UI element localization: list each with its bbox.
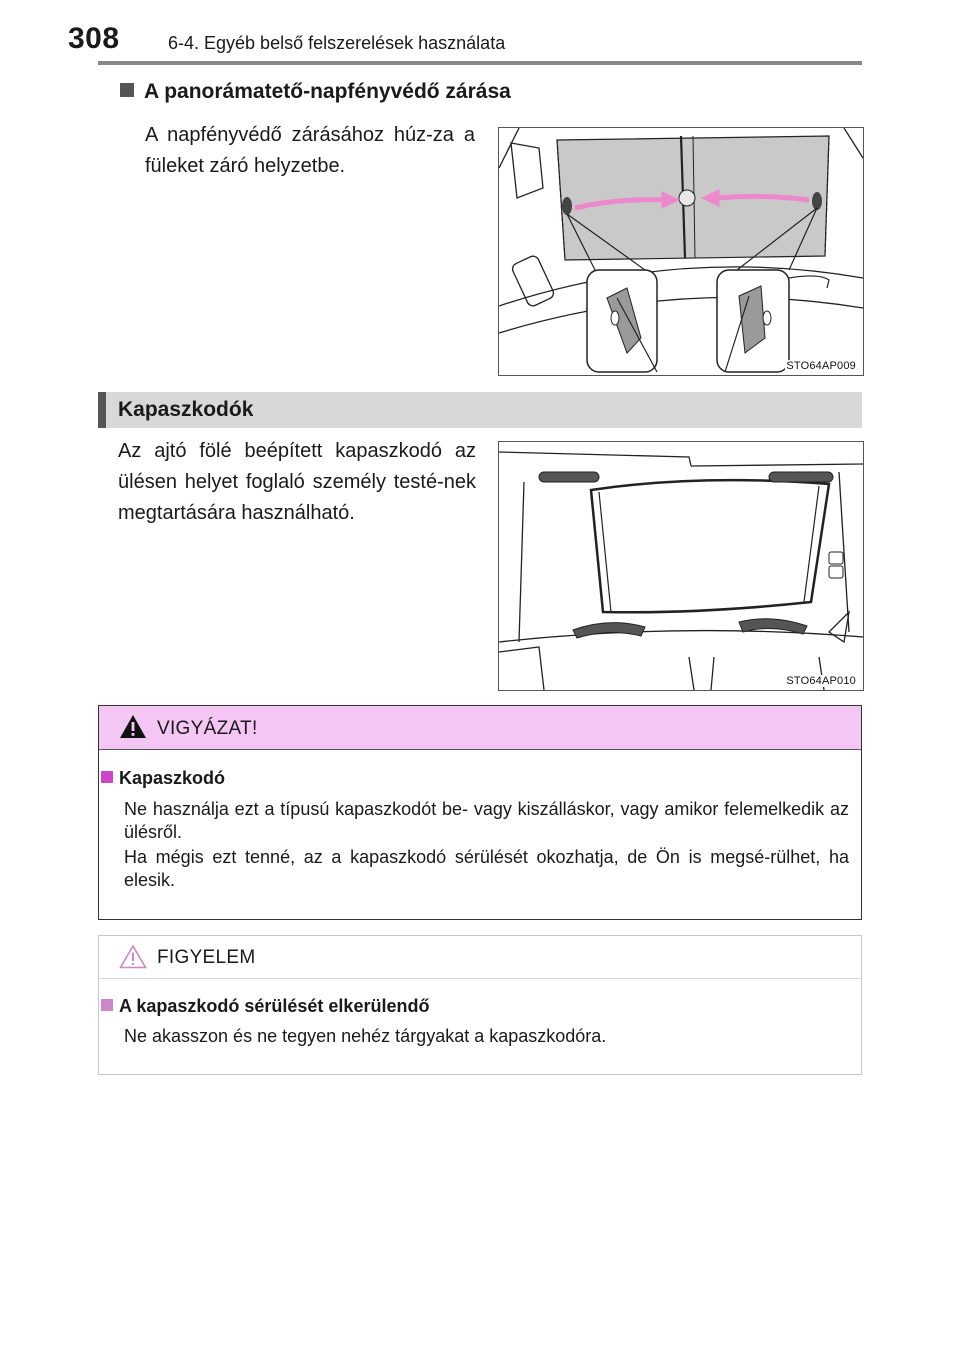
assist-grip-drawing (499, 442, 863, 690)
notice-box (98, 935, 862, 1075)
caution-subheading (101, 768, 225, 789)
sunshade-instruction: A napfényvédő zárásához húz-za a füleket záró helyzetbe. (145, 124, 475, 177)
section-heading-sunshade (120, 80, 511, 104)
caution-header (99, 706, 861, 750)
notice-subheading (101, 996, 429, 1017)
section-heading-handles: Kapaszkodók (98, 392, 862, 428)
caution-paragraph-1: Ne használja ezt a típusú kapaszkodót be- vagy kiszálláskor, vagy amikor felemelkedik az ülésről. (124, 799, 849, 842)
figure-code: STO64AP009 (786, 360, 856, 372)
chapter-title: 6-4. Egyéb belső felszerelések használata (168, 33, 506, 53)
square-bullet-icon (101, 771, 113, 783)
notice-subheading-text: A kapaszkodó sérülését elkerülendő (119, 996, 430, 1016)
caution-title: VIGYÁZAT! (157, 718, 258, 739)
sunshade-drawing (499, 128, 863, 375)
warning-triangle-icon (119, 714, 147, 739)
assist-grip-illustration (498, 441, 864, 691)
header-rule (98, 61, 862, 65)
notice-triangle-icon (119, 944, 147, 969)
square-bullet-icon (101, 999, 113, 1011)
caution-subheading-text: Kapaszkodó (119, 768, 226, 788)
handles-description: Az ajtó fölé beépített kapaszkodó az ülésen helyet foglaló személy testé-nek megtartására használható. (118, 440, 476, 524)
notice-title: FIGYELEM (157, 947, 256, 968)
page-number: 308 (68, 22, 120, 55)
notice-paragraph: Ne akasszon és ne tegyen nehéz tárgyakat a kapaszkodóra. (124, 1026, 607, 1046)
square-bullet-icon (120, 83, 134, 97)
caution-paragraph-2: Ha mégis ezt tenné, az a kapaszkodó sérülését okozhatja, de Ön is megsé-rülhet, ha elesik. (124, 847, 849, 890)
caution-box (98, 705, 862, 920)
sunshade-illustration (498, 127, 864, 376)
section-heading-text: A panorámatető-napfényvédő zárása (144, 80, 511, 103)
figure-code: STO64AP010 (786, 675, 856, 687)
notice-header (99, 936, 861, 979)
